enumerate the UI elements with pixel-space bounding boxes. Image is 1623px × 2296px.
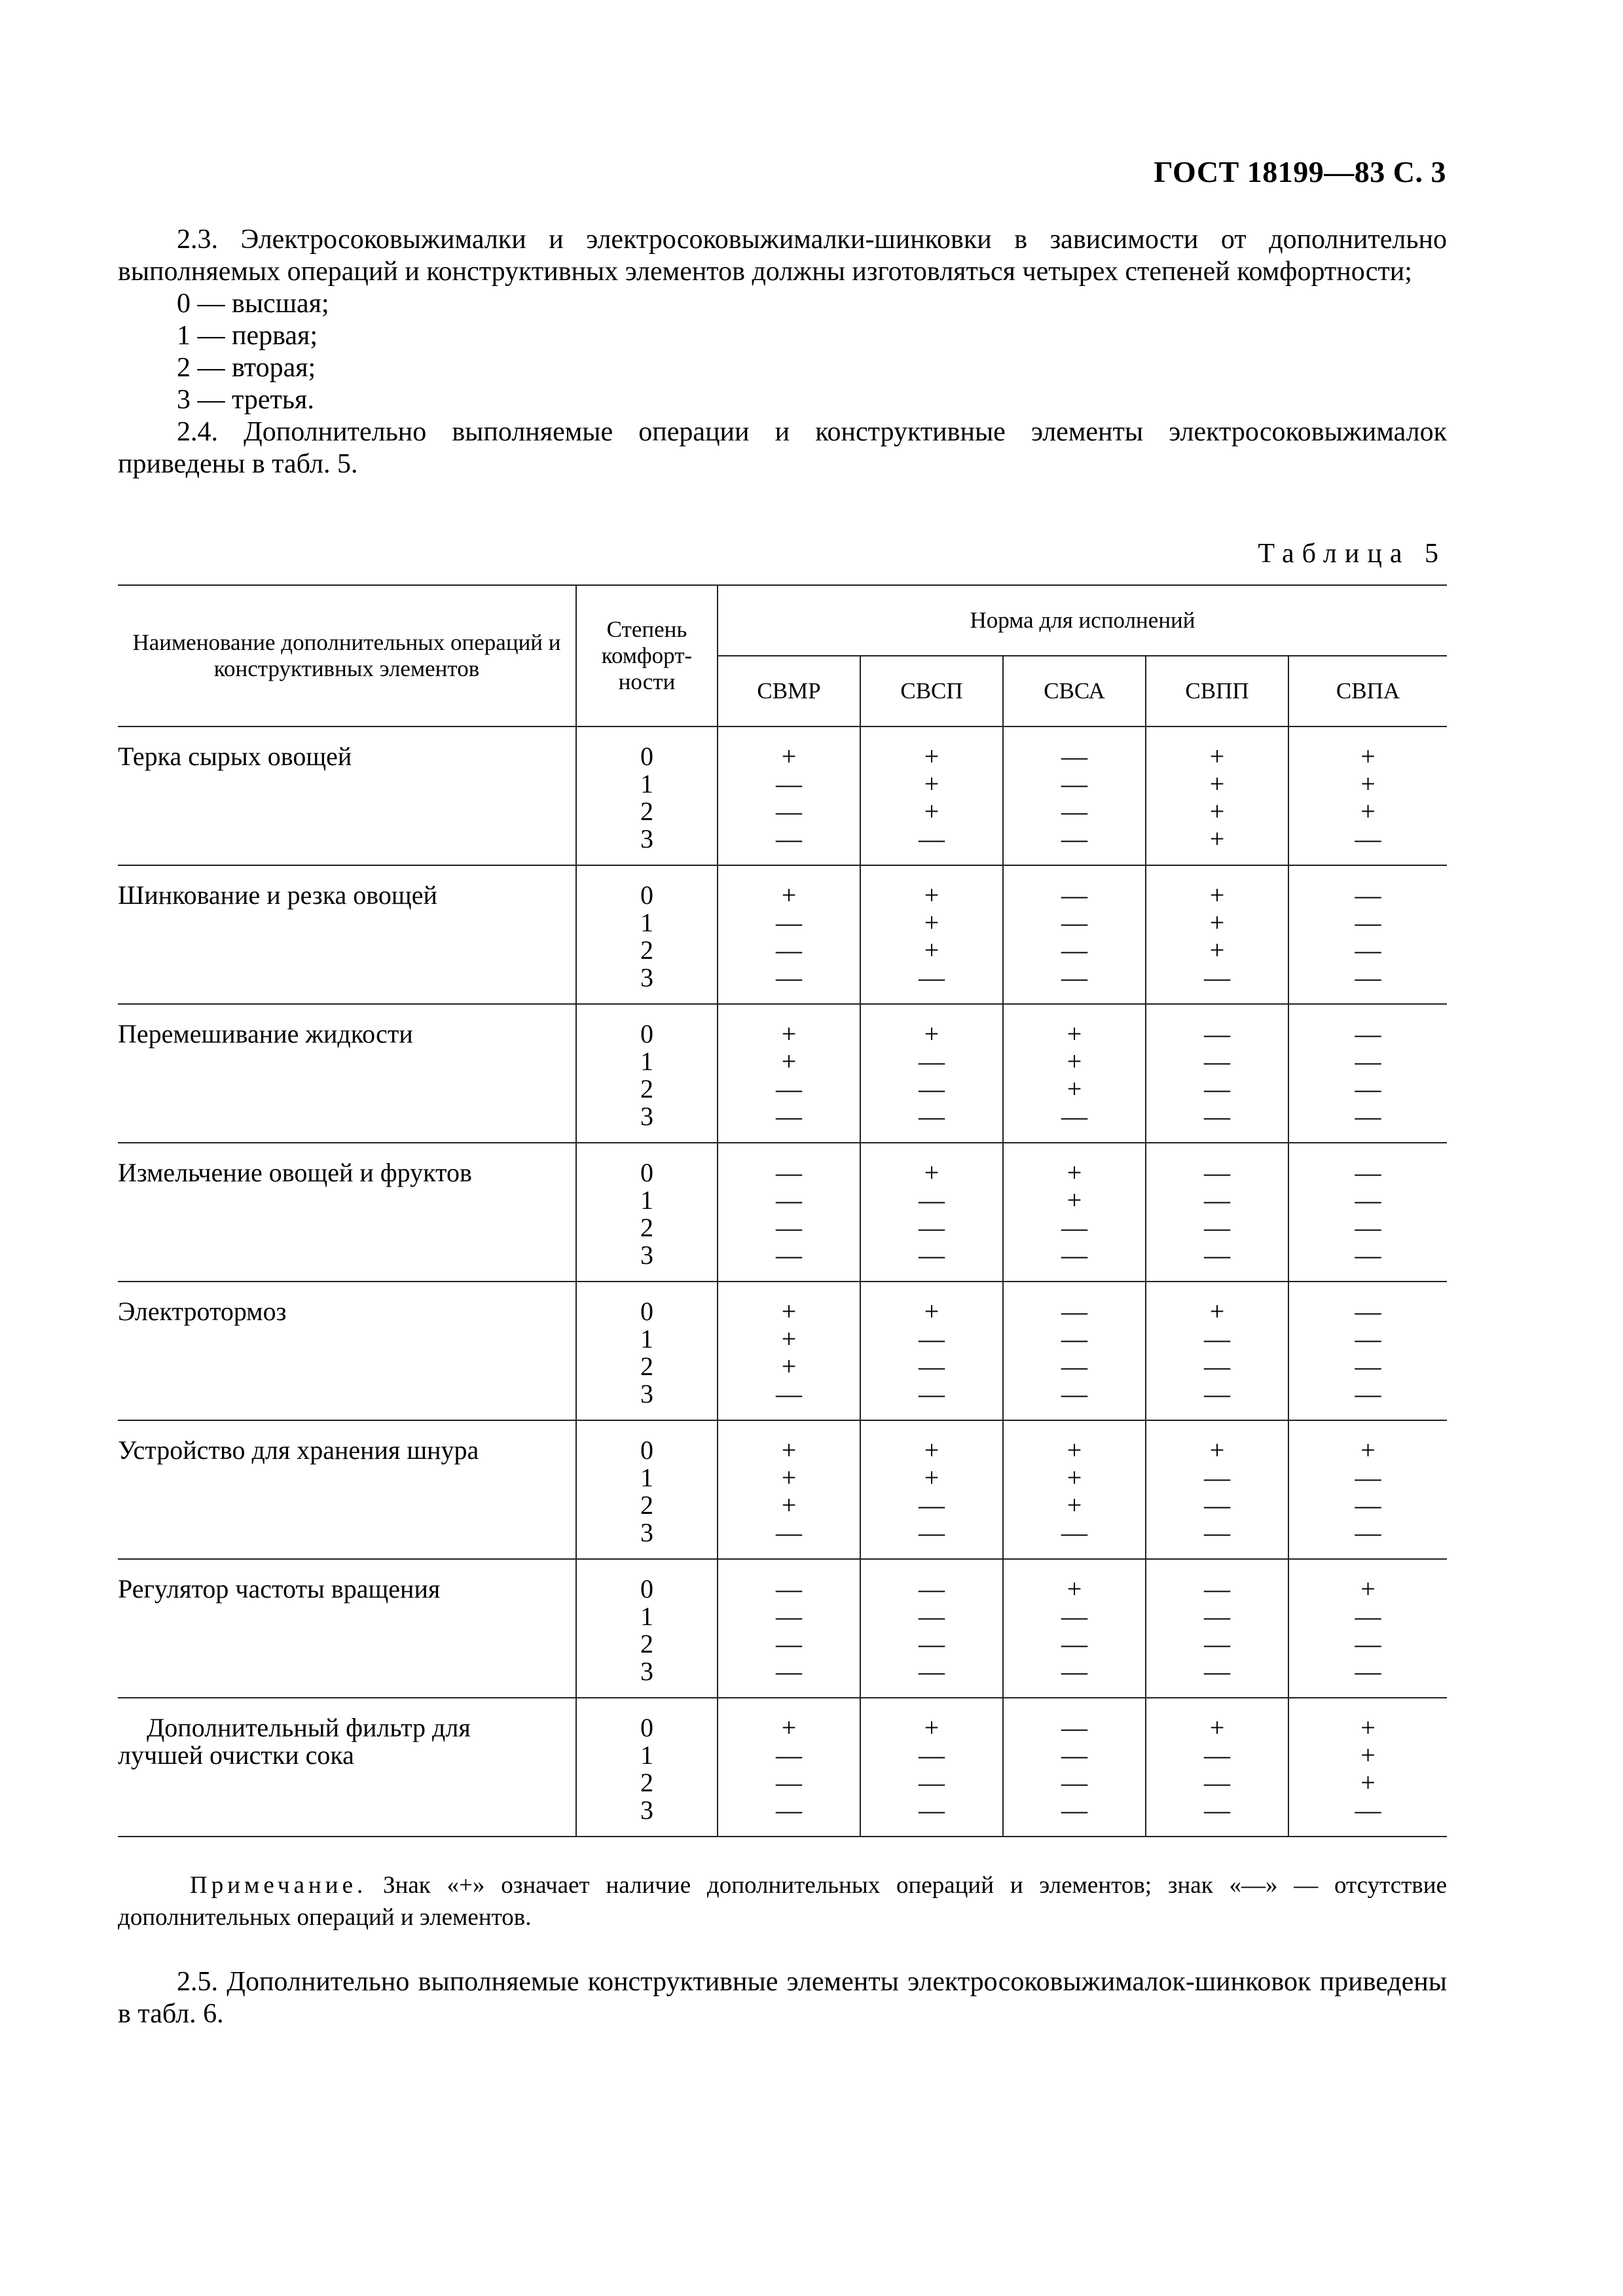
mark-value: +: [924, 908, 939, 937]
mark-value: —: [1204, 1240, 1230, 1270]
table-5: [118, 584, 1447, 1837]
mark-cell: [1288, 1004, 1447, 1143]
mark-value: +: [1209, 935, 1225, 965]
mark-value: +: [1360, 1435, 1376, 1465]
comfort-level-value: 0: [640, 742, 653, 771]
mark-value: —: [919, 1240, 945, 1270]
mark-value: —: [1061, 908, 1087, 937]
mark-cell: [1146, 1698, 1288, 1837]
paragraph-2-5-section: [118, 1966, 1447, 2030]
comfort-level-value: 2: [640, 1352, 653, 1381]
mark-value: —: [919, 1490, 945, 1520]
mark-value: —: [1061, 1740, 1087, 1770]
mark-value: —: [776, 1074, 802, 1103]
mark-value: +: [1360, 1768, 1376, 1797]
mark-cell: [1146, 1559, 1288, 1698]
mark-value: —: [1355, 1490, 1381, 1520]
mark-cell: [1146, 1143, 1288, 1282]
mark-value: —: [1355, 935, 1381, 965]
mark-cell: [1288, 865, 1447, 1004]
comfort-level-value: 1: [640, 1463, 653, 1492]
mark-value: —: [1061, 1768, 1087, 1797]
mark-value: +: [1209, 1297, 1225, 1326]
mark-value: +: [1209, 824, 1225, 853]
table-body: [118, 726, 1447, 1837]
mark-value: —: [776, 1185, 802, 1215]
operation-name-line: Дополнительный фильтр для: [147, 1713, 471, 1742]
comfort-level-value: 0: [640, 1713, 653, 1742]
mark-cell: [718, 1004, 860, 1143]
comfort-level-value: 3: [640, 1518, 653, 1547]
mark-cell: [1146, 1282, 1288, 1420]
mark-value: —: [1355, 1102, 1381, 1131]
mark-value: +: [1067, 1047, 1082, 1076]
mark-cell: [860, 1143, 1003, 1282]
mark-cell: [860, 1698, 1003, 1837]
mark-value: —: [1355, 1463, 1381, 1492]
mark-value: —: [919, 1518, 945, 1547]
mark-cell: [1146, 865, 1288, 1004]
mark-cell: [860, 1282, 1003, 1420]
mark-cell: [1288, 726, 1447, 865]
mark-cell: [718, 1559, 860, 1698]
mark-value: —: [776, 1795, 802, 1825]
mark-value: —: [776, 1574, 802, 1604]
mark-value: —: [1204, 1574, 1230, 1604]
operation-name: [118, 1698, 576, 1837]
note-text: Знак «+» означает наличие дополнительных операций и элементов; знак «—» — отсутствие дополнительных операций и элементов.: [118, 1872, 1447, 1931]
mark-value: —: [1355, 1213, 1381, 1242]
table-row: [118, 1698, 1447, 1837]
mark-value: —: [1355, 1185, 1381, 1215]
mark-value: +: [1067, 1574, 1082, 1604]
header-degree-line: комфорт-: [601, 643, 693, 668]
operation-name: Перемешивание жидкости: [118, 1004, 576, 1143]
comfort-level-value: 2: [640, 1213, 653, 1242]
comfort-level-value: 3: [640, 1240, 653, 1270]
mark-value: +: [924, 935, 939, 965]
mark-value: —: [1061, 797, 1087, 826]
column-header: СВПА: [1288, 656, 1447, 726]
comfort-level-value: 2: [640, 1768, 653, 1797]
table-title: Таблица 5: [1258, 539, 1446, 569]
comfort-levels: [576, 726, 718, 865]
mark-value: +: [781, 1352, 797, 1381]
mark-value: +: [1067, 1463, 1082, 1492]
mark-cell: [860, 1559, 1003, 1698]
comfort-level-3: 3 — третья.: [177, 385, 314, 415]
mark-value: +: [1209, 742, 1225, 771]
mark-value: —: [919, 1185, 945, 1215]
mark-value: +: [924, 1019, 939, 1049]
mark-value: +: [1209, 797, 1225, 826]
mark-value: —: [1204, 1629, 1230, 1659]
mark-value: —: [919, 1574, 945, 1604]
mark-value: —: [776, 1213, 802, 1242]
mark-cell: [1288, 1698, 1447, 1837]
mark-value: —: [1061, 1352, 1087, 1381]
mark-value: +: [924, 1713, 939, 1742]
comfort-level-value: 0: [640, 1158, 653, 1187]
mark-value: +: [781, 1297, 797, 1326]
mark-value: —: [776, 935, 802, 965]
mark-value: —: [1355, 1518, 1381, 1547]
header-operation: Наименование дополнительных операций и конструктивных элементов: [118, 585, 576, 726]
mark-cell: [1288, 1143, 1447, 1282]
mark-value: —: [1061, 1379, 1087, 1408]
mark-value: —: [1355, 963, 1381, 992]
mark-cell: [860, 865, 1003, 1004]
comfort-levels: [576, 1143, 718, 1282]
mark-cell: [1146, 1420, 1288, 1559]
mark-cell: [718, 726, 860, 865]
mark-value: —: [776, 1768, 802, 1797]
comfort-level-value: 1: [640, 1185, 653, 1215]
mark-value: —: [1061, 1629, 1087, 1659]
table-row: [118, 1004, 1447, 1143]
mark-value: —: [1355, 1324, 1381, 1354]
mark-value: +: [1067, 1490, 1082, 1520]
mark-cell: [1146, 1004, 1288, 1143]
operation-name: Шинкование и резка овощей: [118, 865, 576, 1004]
mark-value: —: [1355, 908, 1381, 937]
column-header: СВПП: [1146, 656, 1288, 726]
mark-value: —: [776, 769, 802, 798]
mark-value: +: [1360, 769, 1376, 798]
mark-value: —: [1355, 1047, 1381, 1076]
page-header: ГОСТ 18199—83 С. 3: [1154, 155, 1446, 188]
mark-value: —: [776, 1602, 802, 1631]
comfort-level-value: 3: [640, 824, 653, 853]
column-header: СВСА: [1003, 656, 1146, 726]
column-header: СВМР: [718, 656, 860, 726]
mark-value: +: [924, 1158, 939, 1187]
mark-value: —: [776, 1240, 802, 1270]
mark-value: —: [1355, 1379, 1381, 1408]
mark-value: —: [1204, 1185, 1230, 1215]
operation-name-line: лучшей очистки сока: [118, 1740, 354, 1770]
mark-value: —: [1204, 963, 1230, 992]
mark-value: —: [1204, 1019, 1230, 1049]
mark-value: —: [1061, 1102, 1087, 1131]
mark-value: —: [919, 1795, 945, 1825]
mark-value: —: [919, 1324, 945, 1354]
mark-value: +: [781, 880, 797, 910]
mark-value: —: [919, 1352, 945, 1381]
mark-value: —: [776, 963, 802, 992]
comfort-level-value: 3: [640, 1795, 653, 1825]
mark-value: +: [781, 1490, 797, 1520]
mark-value: —: [1204, 1379, 1230, 1408]
mark-value: —: [1355, 1795, 1381, 1825]
operation-name: Электротормоз: [118, 1282, 576, 1420]
mark-value: —: [1204, 1518, 1230, 1547]
mark-value: —: [776, 797, 802, 826]
mark-value: —: [1204, 1047, 1230, 1076]
mark-value: —: [1355, 1297, 1381, 1326]
mark-value: —: [1204, 1768, 1230, 1797]
mark-value: +: [1209, 908, 1225, 937]
table-row: [118, 865, 1447, 1004]
mark-cell: [1288, 1420, 1447, 1559]
mark-value: —: [919, 1379, 945, 1408]
operation-name: Терка сырых овощей: [118, 726, 576, 865]
comfort-level-value: 3: [640, 1379, 653, 1408]
comfort-levels: [576, 1559, 718, 1698]
comfort-level-value: 1: [640, 908, 653, 937]
operation-name: Измельчение овощей и фруктов: [118, 1143, 576, 1282]
mark-value: —: [776, 1158, 802, 1187]
mark-value: +: [781, 1324, 797, 1354]
mark-cell: [1003, 865, 1146, 1004]
mark-value: —: [919, 963, 945, 992]
mark-value: —: [1355, 1602, 1381, 1631]
comfort-level-value: 0: [640, 1297, 653, 1326]
mark-value: —: [1355, 824, 1381, 853]
mark-cell: [1003, 1282, 1146, 1420]
mark-value: —: [919, 1213, 945, 1242]
mark-cell: [1288, 1559, 1447, 1698]
mark-value: +: [1067, 1185, 1082, 1215]
mark-value: +: [924, 742, 939, 771]
mark-value: —: [919, 1740, 945, 1770]
paragraph-2-5: 2.5. Дополнительно выполняемые конструктивные элементы электросоковыжималок-шинковок приведены в табл. 6.: [118, 1967, 1447, 2029]
comfort-levels: [576, 865, 718, 1004]
mark-cell: [1288, 1282, 1447, 1420]
comfort-level-value: 2: [640, 797, 653, 826]
comfort-level-value: 0: [640, 1019, 653, 1049]
mark-cell: [718, 1420, 860, 1559]
mark-cell: [1003, 1004, 1146, 1143]
mark-value: —: [1061, 1713, 1087, 1742]
mark-cell: [860, 1004, 1003, 1143]
mark-value: —: [776, 1102, 802, 1131]
paragraph-2-4: 2.4. Дополнительно выполняемые операции и конструктивные элементы электросоковыжималок приведены в табл. 5.: [118, 417, 1447, 479]
mark-value: +: [1360, 742, 1376, 771]
mark-value: +: [1360, 797, 1376, 826]
table-note: [118, 1869, 1447, 1933]
table-row: [118, 1282, 1447, 1420]
mark-value: +: [781, 1463, 797, 1492]
mark-value: —: [776, 824, 802, 853]
note-label: Примечание.: [190, 1872, 367, 1899]
comfort-level-value: 3: [640, 1102, 653, 1131]
mark-value: —: [1204, 1740, 1230, 1770]
mark-value: —: [1204, 1102, 1230, 1131]
mark-value: —: [776, 1657, 802, 1686]
mark-value: —: [1204, 1602, 1230, 1631]
mark-value: —: [1061, 1213, 1087, 1242]
mark-value: +: [781, 1019, 797, 1049]
comfort-level-value: 3: [640, 963, 653, 992]
mark-value: —: [919, 1047, 945, 1076]
mark-value: —: [1355, 880, 1381, 910]
mark-value: +: [1360, 1574, 1376, 1604]
mark-value: —: [919, 1102, 945, 1131]
mark-value: +: [781, 742, 797, 771]
mark-cell: [718, 1143, 860, 1282]
comfort-level-1: 1 — первая;: [177, 321, 318, 351]
mark-cell: [1003, 726, 1146, 865]
intro-section: [118, 224, 1447, 480]
mark-value: —: [1061, 1657, 1087, 1686]
mark-cell: [718, 865, 860, 1004]
comfort-level-2: 2 — вторая;: [177, 353, 316, 383]
mark-value: —: [776, 1629, 802, 1659]
mark-value: —: [1061, 824, 1087, 853]
comfort-level-value: 2: [640, 1490, 653, 1520]
mark-cell: [1003, 1420, 1146, 1559]
mark-value: +: [1209, 1435, 1225, 1465]
mark-cell: [860, 1420, 1003, 1559]
mark-value: —: [1204, 1490, 1230, 1520]
table-row: [118, 1559, 1447, 1698]
comfort-level-value: 0: [640, 1574, 653, 1604]
mark-value: —: [1204, 1463, 1230, 1492]
mark-value: —: [1061, 742, 1087, 771]
mark-value: —: [919, 1602, 945, 1631]
mark-cell: [1003, 1559, 1146, 1698]
mark-value: +: [1360, 1740, 1376, 1770]
mark-value: +: [924, 1463, 939, 1492]
mark-value: —: [1061, 1240, 1087, 1270]
comfort-level-0: 0 — высшая;: [177, 289, 329, 319]
mark-value: —: [919, 1629, 945, 1659]
mark-value: +: [924, 769, 939, 798]
mark-cell: [1146, 726, 1288, 865]
comfort-level-value: 0: [640, 1435, 653, 1465]
table-row: [118, 1420, 1447, 1559]
mark-value: +: [1209, 1713, 1225, 1742]
mark-cell: [860, 726, 1003, 865]
mark-value: —: [1061, 1297, 1087, 1326]
mark-cell: [1003, 1698, 1146, 1837]
mark-value: +: [1209, 880, 1225, 910]
mark-value: +: [1360, 1713, 1376, 1742]
header-degree: [576, 585, 718, 726]
table-row: [118, 726, 1447, 865]
mark-value: +: [1067, 1074, 1082, 1103]
mark-cell: [1003, 1143, 1146, 1282]
comfort-levels: [576, 1004, 718, 1143]
mark-value: —: [1204, 1795, 1230, 1825]
comfort-level-value: 3: [640, 1657, 653, 1686]
comfort-level-value: 0: [640, 880, 653, 910]
header-degree-line: Степень: [606, 617, 687, 642]
mark-value: +: [1067, 1158, 1082, 1187]
header-degree-line: ности: [618, 669, 676, 694]
mark-value: —: [1355, 1074, 1381, 1103]
mark-value: +: [924, 1297, 939, 1326]
mark-value: —: [1061, 1795, 1087, 1825]
mark-value: +: [1209, 769, 1225, 798]
mark-value: —: [776, 1379, 802, 1408]
comfort-level-value: 1: [640, 1324, 653, 1354]
mark-value: +: [781, 1047, 797, 1076]
mark-value: —: [919, 1768, 945, 1797]
comfort-level-value: 1: [640, 769, 653, 798]
paragraph-2-3: 2.3. Электросоковыжималки и электросоковыжималки-шинковки в зависимости от дополнительно выполняемых операций и конструктивных элементов должны изготовляться четырех степеней комфортности;: [118, 224, 1447, 287]
mark-value: —: [919, 1657, 945, 1686]
mark-value: +: [1067, 1019, 1082, 1049]
mark-value: —: [1204, 1158, 1230, 1187]
table-row: [118, 1143, 1447, 1282]
mark-value: —: [776, 1518, 802, 1547]
mark-value: —: [776, 1740, 802, 1770]
mark-value: —: [1061, 769, 1087, 798]
comfort-level-value: 2: [640, 1629, 653, 1659]
comfort-level-value: 1: [640, 1047, 653, 1076]
mark-value: —: [1204, 1352, 1230, 1381]
mark-value: —: [1355, 1629, 1381, 1659]
mark-value: —: [1355, 1019, 1381, 1049]
mark-value: —: [1204, 1324, 1230, 1354]
comfort-level-value: 1: [640, 1602, 653, 1631]
mark-value: —: [1355, 1352, 1381, 1381]
comfort-levels: [576, 1282, 718, 1420]
mark-cell: [718, 1698, 860, 1837]
mark-value: +: [781, 1435, 797, 1465]
mark-value: —: [1061, 935, 1087, 965]
comfort-level-value: 2: [640, 935, 653, 965]
comfort-level-value: 1: [640, 1740, 653, 1770]
column-header: СВСП: [860, 656, 1003, 726]
comfort-levels: [576, 1420, 718, 1559]
mark-value: +: [924, 797, 939, 826]
mark-value: —: [776, 908, 802, 937]
mark-value: —: [1204, 1657, 1230, 1686]
mark-cell: [718, 1282, 860, 1420]
operation-name: Регулятор частоты вращения: [118, 1559, 576, 1698]
mark-value: —: [1061, 1518, 1087, 1547]
comfort-level-value: 2: [640, 1074, 653, 1103]
mark-value: —: [1061, 880, 1087, 910]
mark-value: —: [1204, 1213, 1230, 1242]
comfort-levels: [576, 1698, 718, 1837]
mark-value: —: [1204, 1074, 1230, 1103]
mark-value: —: [1355, 1657, 1381, 1686]
mark-value: —: [1061, 1602, 1087, 1631]
mark-value: —: [1355, 1158, 1381, 1187]
mark-value: +: [781, 1713, 797, 1742]
mark-value: —: [919, 824, 945, 853]
mark-value: —: [1061, 963, 1087, 992]
mark-value: —: [1355, 1240, 1381, 1270]
mark-value: +: [924, 880, 939, 910]
mark-value: +: [1067, 1435, 1082, 1465]
operation-name: Устройство для хранения шнура: [118, 1420, 576, 1559]
header-norm: Норма для исполнений: [718, 585, 1447, 656]
mark-value: —: [919, 1074, 945, 1103]
mark-value: +: [924, 1435, 939, 1465]
mark-value: —: [1061, 1324, 1087, 1354]
